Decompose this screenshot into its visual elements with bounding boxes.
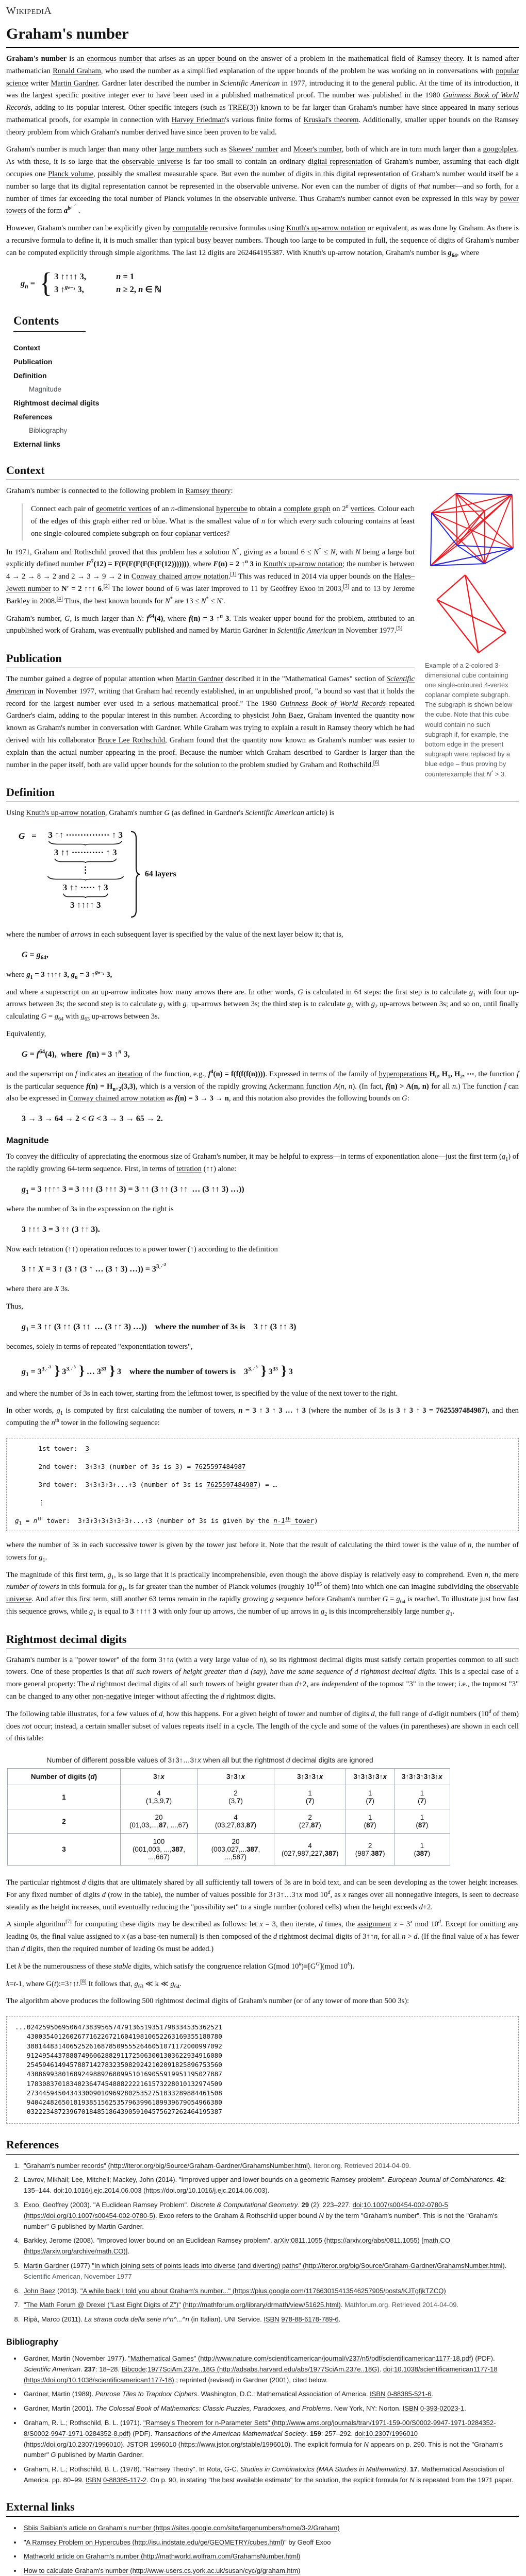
formula-lhs: $g_n$ = xyxy=(21,278,36,290)
link[interactable]: enormous number xyxy=(87,55,142,63)
link[interactable]: 7625597484987 xyxy=(194,1462,246,1470)
magnitude-paragraph-9: where the number of 3s in each successive tower is given by the tower just before it. Note that the result of calculating the third tower is the value of n, the number of towers for $g_1$. xyxy=(6,1540,519,1563)
rightmost-paragraph-3: The particular rightmost d digits that are ultimately shared by all sufficiently tall towers of 3s are in bold text, and can be seen developing as the tower height increases. For any fixed number of digits d (row in the table), the number of values possible for 3↑3↑…3↑x mod 10$^d$, as x ranges over all nonnegative integers, is seen to decrease steadily as the height increases, until eventually reducing the "possibility set" to a single number (colored cells) when the height exceeds d+2. xyxy=(6,1878,519,1911)
section-heading-rightmost: Rightmost decimal digits xyxy=(6,1633,519,1649)
link[interactable]: 10.2307/1996010 (https://doi.org/10.2307/1996010) xyxy=(24,2429,418,2448)
link[interactable]: (http://iteror.org/big/Source/Graham-Gardner/GrahamsNumber.html) xyxy=(108,2161,310,2170)
toc-item-definition: Definition xyxy=(13,371,47,380)
link[interactable]: doi xyxy=(383,2365,392,2373)
case-1-right: n = 1 xyxy=(116,271,135,281)
link[interactable]: 0811.1055 (https://arxiv.org/abs/0811.1055) xyxy=(291,2236,420,2245)
link[interactable]: Guinness Book of World Records xyxy=(280,699,386,708)
link[interactable]: hyperoperations xyxy=(379,1070,428,1078)
code-line: ⋮ xyxy=(15,1498,45,1506)
link[interactable]: [4] xyxy=(56,596,63,602)
link[interactable]: Knuth's up-arrow notation xyxy=(263,560,343,569)
link[interactable]: [5] xyxy=(396,625,403,632)
link[interactable]: Guinness Book of World Records xyxy=(6,91,519,112)
tower-layer-dots: ⋮ xyxy=(47,865,124,880)
link[interactable]: assignment xyxy=(357,1920,391,1929)
cube-figure xyxy=(425,488,519,779)
lead-paragraph-3: However, Graham's number can be explicitly given by computable recursive formulas using Knuth's up-arrow notation or equivalent, as was done by Graham. As there is a recursive formula to define it, it is much smaller than typical busy beaver numbers. Though too large to be computed in full, the sequence of digits of Graham's number can be computed explicitly through simple algorithms. The last 12 digits are 262464195387. With Knuth's up-arrow notation, Graham's number is $g_{64}$, where xyxy=(6,224,519,259)
toc-item-bibliography: Bibliography xyxy=(29,426,68,434)
link[interactable]: "In which joining sets of points leads into diverse (and diverting) paths" (http://iteror.org/big/Source/Graham-Gardner/GrahamsNumber.html) xyxy=(92,2262,505,2270)
link[interactable]: How to calculate Graham's number (http://www-users.cs.york.ac.uk/susan/cyc/g/graham.htm) xyxy=(24,2567,301,2575)
link[interactable]: "Ramsey's Theorem for n-Parameter Sets" (http://www.ams.org/journals/tran/1971-159-00/S0002-9947-1971-0284352-8/S0002-9947-1971-0284352-8.pdf) xyxy=(24,2419,496,2437)
link[interactable]: doi xyxy=(354,2429,364,2437)
link[interactable]: (http://mathforum.org/library/drmath/view/51625.html) xyxy=(183,2301,341,2309)
column-header-4: 3↑3↑3↑3↑x xyxy=(346,1769,395,1785)
link[interactable]: Conway chained arrow notation xyxy=(131,572,228,581)
link[interactable]: 7625597484987 xyxy=(206,1480,258,1488)
link[interactable]: [2] xyxy=(103,584,110,590)
link[interactable]: large numbers xyxy=(159,145,203,154)
link[interactable]: 978-88-6178-789-6 xyxy=(281,2315,339,2324)
magnitude-paragraph-3: Now each tetration (↑↑) operation reduces to a power tower (↑) according to the definition xyxy=(6,1245,278,1253)
formula-tetration-to-tower: 3 ↑↑ X = 3 ↑ (3 ↑ (3 ↑ … (3 ↑ 3) …)) = $3^{3⋰3}$ xyxy=(22,1262,166,1274)
link[interactable]: TREE(3) xyxy=(228,104,256,112)
digits-line: 91249544378887496062882911725063001303622934916080 xyxy=(15,2051,222,2059)
link[interactable]: coplanar xyxy=(175,529,201,538)
link[interactable]: [8] xyxy=(80,1978,87,1985)
link[interactable]: Hales–Jewett number xyxy=(6,572,415,593)
formula-gn-piecewise xyxy=(21,267,519,298)
link[interactable]: 1977SciAm.237e..18G (http://adsabs.harvard.edu/abs/1977SciAm.237e..18G) xyxy=(147,2365,380,2373)
formula-conway-bounds: 3 → 3 → 64 → 2 < G < 3 → 3 → 65 → 2. xyxy=(22,1114,163,1124)
link[interactable]: Sbiis Saibian's article on Graham's number (https://sites.google.com/site/largenumbers/home/3-2/Graham) xyxy=(24,2523,340,2532)
column-header-1: 3↑x xyxy=(121,1769,198,1785)
formula-g-tower xyxy=(19,830,519,919)
case-1-left: 3 ↑↑↑↑ 3, xyxy=(54,271,87,281)
link[interactable]: digital representation xyxy=(307,158,373,166)
link[interactable]: 0-88385-521-6 xyxy=(387,2390,432,2398)
table-row: 3 100 (001,003, ...,387, ...,667) 20 (003,027,...387, ...,587) 4 (027,987,227,387) 2 (987,387) 1 (387) xyxy=(8,1834,450,1866)
link[interactable]: "Graham's number records" xyxy=(24,2161,106,2170)
rightmost-paragraph-4: A simple algorithm[7] for computing these digits may be described as follows: let x = 3, then iterate, d times, the assignment $x = 3^x$ mod 10$^d$. Except for omitting any leading 0s, the final value assigned to x (as a base-ten numeral) is then composed of the d rightmost decimal digits of 3↑↑n, for all n > d. (If the final value of x has fewer than d digits, then the required number of leading 0s must be added.) xyxy=(6,1919,519,1954)
figure-caption: Example of a 2-colored 3-dimensional cube containing one single-coloured 4-vertex coplanar complete subgraph. The subgraph is shown below the cube. Note that this cube would contain no such subgraph if, for example, the bottom edge in the present subgraph were replaced by a blue edge – thus proving by counterexample that N* > 3. xyxy=(425,661,513,778)
code-line: 2nd tower: 3↑3↑3 (number of 3s is 3) = 7625597484987 xyxy=(15,1462,246,1470)
section-heading-context: Context xyxy=(6,464,519,480)
link[interactable]: power towers xyxy=(6,194,519,215)
link[interactable]: iteration xyxy=(117,1070,143,1078)
link[interactable]: [1] xyxy=(230,571,237,578)
rightmost-paragraph-7: The algorithm above produces the following 500 rightmost decimal digits of Graham's number (or of any tower of more than 500 3s): xyxy=(6,1997,409,2006)
link[interactable]: hypercube xyxy=(216,505,248,514)
context-intro: Graham's number is connected to the following problem in Ramsey theory: xyxy=(6,486,233,495)
link[interactable]: doi xyxy=(53,2187,63,2195)
link[interactable]: th xyxy=(285,1516,291,1522)
link[interactable]: n-1 xyxy=(273,1516,285,1524)
link[interactable]: [6] xyxy=(373,759,380,766)
link[interactable]: computable xyxy=(172,224,208,233)
column-header-3: 3↑3↑3↑x xyxy=(274,1769,346,1785)
link[interactable]: observable universe xyxy=(6,1583,519,1604)
link[interactable]: doi xyxy=(352,2201,362,2209)
bibliography-list xyxy=(6,2353,519,2486)
digits-line: 43086993801689249889268099510169055919951195027887 xyxy=(15,2070,222,2078)
left-brace: { xyxy=(39,267,53,298)
external-link-item xyxy=(22,2566,519,2576)
link[interactable]: googolplex xyxy=(483,145,517,154)
bibliography-item: • Gardner, Martin (2001). The Colossal Book of Mathematics: Classic Puzzles, Paradoxes, and Problems. New York, NY: Norton. ISBN 0-393-02023-1. xyxy=(22,2403,519,2414)
magnitude-paragraph-10: The magnitude of this first term, $g_1$, is so large that it is practically incomprehensible, even though the above display is relatively easy to comprehend. Even n, the mere number of towers in this formula for $g_1$, is far greater than the number of Planck volumes (roughly $10^{185}$ of them) into which one can imagine subdividing the observable universe. And after this first term, still another 63 terms remain in the rapidly growing g sequence before Graham's number $G = g_{64}$ is reached. To illustrate just how fast this sequence grows, while $g_1$ is equal to 3 ↑↑↑↑ 3 with only four up arrows, the number of up arrows in $g_2$ is this incomprehensibly large number $g_1$. xyxy=(6,1570,519,1617)
formula-3-triple-arrow: 3 ↑↑↑ 3 = 3 ↑↑ (3 ↑↑ 3). xyxy=(22,1225,100,1234)
bibliography-item: • Graham, R. L.; Rothschild, B. L. (1971). "Ramsey's Theorem for n-Parameter Sets" (http://www.ams.org/journals/tran/1971-159-00/S0002-9947-1971-0284352-8/S0002-9947-1971-0284352-8.pdf) (PDF). Transactions of the American Mathematical Society. 159: 257–292. doi:10.2307/1996010 (https://doi.org/10.2307/1996010). JSTOR 1996010 (https://www.jstor.org/stable/1996010). The explicit formula for N appears on p. 290. This is not the "Graham's number" G published by Martin Gardner. xyxy=(22,2418,519,2461)
link[interactable]: Ronald Graham xyxy=(53,66,101,75)
link[interactable]: Kruskal's theorem xyxy=(303,115,359,124)
case-2-left: 3 ↑$^{g_{n-1}}$ 3, xyxy=(54,284,84,294)
definition-intro: Using Knuth's up-arrow notation, Graham's number G (as defined in Gardner's Scientific American article) is xyxy=(6,809,335,818)
external-link-item xyxy=(22,2551,519,2562)
reference-item: 7. "The Math Forum @ Drexel ("Last Eight Digits of Z")" (http://mathforum.org/library/drmath/view/51625.html). Mathforum.org. Retrieved 2014-04-09. xyxy=(22,2300,519,2311)
digits-line: 17830837018340236474548882222161573228010132974509 xyxy=(15,2079,222,2088)
tower-layer-3: 3 ↑↑ ····· ↑ 3 xyxy=(63,883,108,898)
rightmost-digits-table xyxy=(7,1768,450,1866)
link[interactable]: ISBN xyxy=(264,2315,280,2324)
digits-line: 43003540126026771622672160419810652263169355188780 xyxy=(15,2032,222,2041)
external-link-item xyxy=(22,2523,519,2534)
link[interactable]: [3] xyxy=(343,584,350,590)
link[interactable]: Knuth's up-arrow notation xyxy=(26,809,105,818)
publication-paragraph: The number gained a degree of popular attention when Martin Gardner described it in the "Mathematical Games" section of Scientific American in November 1977, writing that Graham had recently established, in an unpublished proof, "a bound so vast that it holds the record for the largest number ever used in a serious mathematical proof." The 1980 Guinness Book of World Records repeated Gardner's claim, adding to the popular interest in this number. According to physicist John Baez, Graham invented the quantity now known as Graham's number in conversation with Gardner. While Graham was trying to explain a result in Ramsey theory which he had derived with his collaborator Bruce Lee Rothschild, Graham found that the quantity now known as Graham's number was easier to explain than the actual number appearing in the proof. Because the number which Graham described to Gardner is larger than the number in the paper itself, both are valid upper bounds for the solution to the problem studied by Graham and Rothschild.[6] xyxy=(6,675,415,769)
link[interactable]: 10.1038/scientificamerican1177-18 (https://doi.org/10.1038/scientificamerican1177-18) xyxy=(24,2365,498,2384)
tower-lhs: G = xyxy=(19,831,37,841)
section-heading-bibliography: Bibliography xyxy=(6,2337,58,2347)
digits-line: 94042482650181938515625357963996189939679054966380 xyxy=(15,2098,222,2107)
formula-f64: $G = f^{64}(4)$, where f(n) = 3 ↑$^n$ 3, xyxy=(22,1048,130,1059)
digits-line: 38814483140652526168785095552646051071172000997092 xyxy=(15,2042,222,2050)
link[interactable]: Conway chained arrow notation xyxy=(68,1094,165,1103)
section-heading-definition: Definition xyxy=(6,786,519,802)
link[interactable]: JSTOR xyxy=(126,2440,149,2448)
lead-paragraph-1: Graham's number is an enormous number that arises as an upper bound on the answer of a problem in the mathematical field of Ramsey theory. It is named after mathematician Ronald Graham, who used the number as a simplified explanation of the upper bounds of the problem he was working on in conversations with popular science writer Martin Gardner. Gardner later described the number in Scientific American in 1977, introducing it to the general public. At the time of its introduction, it was the largest specific positive integer ever to have been used in a published mathematical proof. The number was published in the 1980 Guinness Book of World Records, adding to its popular interest. Other specific integers (such as TREE(3)) known to be far larger than Graham's number have since appeared in many serious mathematical proofs, for example in connection with Harvey Friedman's various finite forms of Kruskal's theorem. Additionally, smaller upper bounds on the Ramsey theory problem from which Graham's number derived have since been proven to be valid. xyxy=(6,55,519,137)
formula-g1-expanded: $g_1 = 3$ ↑↑ (3 ↑↑ (3 ↑↑ … (3 ↑↑ 3) …)) where the number of 3s is 3 ↑↑ (3 ↑↑ 3) xyxy=(22,1322,297,1333)
bibliography-item: • Graham, R. L.; Rothschild, B. L. (1978). "Ramsey Theory". In Rota, G-C. Studies in Combinatorics (MAA Studies in Mathematics). 17. Mathematical Association of America. pp. 80–99. ISBN 0-88385-117-2. On p. 90, in stating "the best available estimate" for the solution, the explicit formula for N is repeated from the 1971 paper. xyxy=(22,2464,519,2486)
section-heading-magnitude: Magnitude xyxy=(6,1136,49,1146)
toc-item-publication: Publication xyxy=(13,357,53,366)
link[interactable]: Mathworld article on Graham's number (http://mathworld.wolfram.com/GrahamsNumber.html) xyxy=(24,2552,301,2561)
link[interactable]: busy beaver xyxy=(196,236,234,245)
tower-label: 64 layers xyxy=(144,870,176,879)
link[interactable]: non-negative xyxy=(92,1692,132,1701)
link[interactable]: 3 xyxy=(175,1462,179,1470)
external-link-item: • "A Ramsey Problem on Hypercubes (http://isu.indstate.edu/ge/GEOMETRY/cubes.html)" by Geoff Exoo xyxy=(22,2537,519,2548)
digits-line: ...02425950695064738395657479136519351798334535362521 xyxy=(15,2023,222,2031)
magnitude-paragraph-7: and where the number of 3s in each tower, starting from the leftmost tower, is specified by the value of the next tower to the right. xyxy=(6,1389,398,1398)
formula-g-equals-g64: $G = g_{64}$, xyxy=(22,950,48,961)
magnitude-paragraph-2: where the number of 3s in the expression on the right is xyxy=(6,1205,174,1213)
digits-line: 27344594504343300901096928025352751833289884461508 xyxy=(15,2089,222,2097)
link[interactable]: 0-393-02023-1 xyxy=(420,2404,465,2413)
reference-item: 8. Ripà, Marco (2011). La strana coda della serie n^n^...^n (in Italian). UNI Service. ISBN 978-88-6178-789-6. xyxy=(22,2314,519,2325)
formula-exponentiation-towers: $g_1 = 3^{3⋰3}$ } $3^{3⋰3}$ } … $3^{33}$ } 3 where the number of towers is $3^{3⋰3}$ } $3^{33}$ } 3 xyxy=(22,1362,293,1378)
reference-item: 1. "Graham's number records" (http://iteror.org/big/Source/Graham-Gardner/GrahamsNumber.html). Iteror.org. Retrieved 2014-04-09. xyxy=(22,2161,519,2172)
column-header-digits: Number of digits (d) xyxy=(8,1769,121,1785)
toc-item-magnitude: Magnitude xyxy=(29,385,62,393)
link[interactable]: 10.1016/j.ejc.2014.06.003 (https://doi.org/10.1016/j.ejc.2014.06.003) xyxy=(64,2187,268,2195)
link[interactable]: observable universe xyxy=(122,158,183,166)
right-brace xyxy=(129,830,141,919)
table-of-contents xyxy=(13,314,519,448)
toc-title: Contents xyxy=(13,314,86,332)
rightmost-paragraph-6: k=t-1, where G(t):=3↑↑t.[8] It follows that, $g_{63}$ ≪ k ≪ $g_{64}$. xyxy=(6,1978,182,1990)
definition-iteration: and the superscript on f indicates an iteration of the function, e.g., $f^4(n) = f(f(f(f(n))))$. Expressed in terms of the family of hyperoperations $H_0$, $H_1$, $H_2$, ⋯, the function f is the particular sequence $f(n) = H_{n+2}(3,3)$, which is a version of the rapidly growing Ackermann function A(n, n). (In fact, f(n) > A(n, n) for all n.) The function f can also be expressed in Conway chained arrow notation as f(n) = 3 → 3 → n, and this notation also provides the following bounds on G: xyxy=(6,1069,519,1103)
context-paragraph-2: In 1971, Graham and Rothschild proved that this problem has a solution N*, giving as a bound 6 ≤ N* ≤ N, with N being a large but explicitly defined number $F^7(12) = F(F(F(F(F(F(F(12)))))))$, where F(n) = 2 ↑$^n$ 3 in Knuth's up-arrow notation; the number is between 4 → 2 → 8 → 2 and 2 → 3 → 9 → 2 in Conway chained arrow notation.[1] This was reduced in 2014 via upper bounds on the Hales–Jewett number to N′ = 2 ↑↑↑ 6.[2] The lower bound of 6 was later improved to 11 by Geoffrey Exoo in 2003,[3] and to 13 by Jerome Barkley in 2008.[4] Thus, the best known bounds for N* are 13 ≤ N* ≤ N′. xyxy=(6,547,415,605)
link[interactable]: upper bound xyxy=(197,55,236,63)
magnitude-paragraph-1: To convey the difficulty of appreciating the enormous size of Graham's number, it may be helpful to express—in terms of exponentiation alone—just the first term $(g_1)$ of the rapidly growing 64-term sequence. First, in terms of tetration (↑↑) alone: xyxy=(6,1153,519,1173)
reference-item: 2. Lavrov, Mikhail; Lee, Mitchell; Mackey, John (2014). "Improved upper and lower bounds on a geometric Ramsey problem". European Journal of Combinatorics. 42: 135–144. doi:10.1016/j.ejc.2014.06.003 (https://doi.org/10.1016/j.ejc.2014.06.003). xyxy=(22,2175,519,2196)
page-title: Graham's number xyxy=(6,25,519,48)
external-links-list xyxy=(6,2523,519,2576)
tower-sequence-code xyxy=(6,1438,519,1531)
context-paragraph-3: Graham's number, G, is much larger than N: $f^{64}(4)$, where f(n) = 3 ↑$^n$ 3. This weaker upper bound for the problem, attributed to an unpublished work of Graham, was eventually published and named by Martin Gardner in Scientific American in November 1977.[5] xyxy=(6,613,415,635)
link[interactable]: Bruce Lee Rothschild xyxy=(97,736,166,744)
link[interactable]: 0-88385-117-2 xyxy=(103,2476,147,2484)
rightmost-paragraph-5: Let k be the numerousness of these stable digits, which satisfy the congruence relation G(mod $10^k)\equiv[G^G](mod$ 10$^k$). xyxy=(6,1961,354,1971)
reference-item: 6. John Baez (2013). "A while back I told you about Graham's number..." (https://plus.google.com/117663015413546257905/posts/KJTgfjkTZCQ) xyxy=(22,2286,519,2297)
link[interactable]: 1996010 (https://www.jstor.org/stable/1996010) xyxy=(150,2440,291,2448)
bibliography-item: • Gardner, Martin (1989). Penrose Tiles to Trapdoor Ciphers. Washington, D.C.: Mathematical Association of America. ISBN 0-88385-521-6. xyxy=(22,2389,519,2400)
link[interactable]: Scientific American xyxy=(277,626,336,635)
definition-equivalently: Equivalently, xyxy=(6,1030,46,1039)
table-row: 1 4 (1,3,9,7) 2 (3,7) 1 (7) 1 (7) 1 (7) xyxy=(8,1785,450,1809)
link[interactable]: "The Math Forum @ Drexel ("Last Eight Digits of Z")" xyxy=(24,2301,181,2309)
quote-text: Connect each pair of geometric vertices of an n-dimensional hypercube to obtain a complete graph on 2$^n$ vertices. Colour each of the edges of this graph either red or blue. What is the smallest value of n for which every such colouring contains at least one single-coloured complete subgraph on four coplanar vertices? xyxy=(31,504,415,538)
column-header-5: 3↑3↑3↑3↑3↑x xyxy=(394,1769,450,1785)
column-header-2: 3↑3↑x xyxy=(198,1769,274,1785)
code-line: $g_1 = n^{th}$ tower: 3↑3↑3↑3↑3↑3↑3↑...↑3 (number of 3s is given by the n-1th tower) xyxy=(15,1516,318,1527)
colored-cube-graph-image xyxy=(425,488,517,570)
link[interactable]: "Mathematical Games" (http://www.nature.com/scientificamerican/journal/v237/n5/pdf/scientificamerican1177-18.pdf) xyxy=(128,2354,473,2363)
magnitude-paragraph-8: In other words, $g_1$ is computed by first calculating the number of towers, n = 3 ↑ 3 ↑ 3 … ↑ 3 (where the number of 3s is 3 ↑ 3 ↑ 3 = 7625597484987), and then computing the $n^{th}$ tower in the following sequence: xyxy=(6,1406,519,1428)
lead-paragraph-2: Graham's number is much larger than many other large numbers such as Skewes' number and Moser's number, both of which are in turn much larger than a googolplex. As with these, it is so large that the observable universe is far too small to contain an ordinary digital representation of Graham's number, assuming that each digit occupies one Planck volume, possibly the smallest measurable space. But even the number of digits in this digital representation of Graham's number would itself be a number so large that its digital representation cannot be represented in the observable universe. Nor even can the number of digits of that number—and so forth, for a number of times far exceeding the total number of Planck volumes in the observable universe. Thus Graham's number cannot even be expressed in this way by power towers of the form $a^{bc⋰}$ . xyxy=(6,145,519,215)
toc-item-context: Context xyxy=(13,343,41,352)
link[interactable]: Moser's number xyxy=(293,145,342,154)
link[interactable]: ISBN xyxy=(402,2404,419,2413)
tower-layer-1: 3 ↑↑ ··············· ↑ 3 xyxy=(48,830,123,845)
magnitude-paragraph-5: Thus, xyxy=(6,1302,23,1311)
link[interactable]: Harvey Friedman xyxy=(171,115,225,124)
definition-where: where $g_1 = 3$ ↑↑↑↑ 3, $g_n = 3$ ↑$^{g_{n-1}}$ 3, xyxy=(6,970,112,980)
definition-after-tower: where the number of arrows in each subsequent layer is specified by the value of the next layer below it; that is, xyxy=(6,930,343,939)
section-heading-references: References xyxy=(6,2138,519,2155)
link[interactable]: Planck volume xyxy=(48,170,94,179)
section-heading-external-links: External links xyxy=(6,2500,519,2517)
formula-g1-tetration: $g_1 = 3$ ↑↑↑↑ 3 = 3 ↑↑↑ (3 ↑↑↑ 3) = 3 ↑↑ (3 ↑↑ (3 ↑↑ … (3 ↑↑ 3) …)) xyxy=(22,1184,244,1195)
link[interactable]: Knuth's up-arrow notation xyxy=(286,224,366,233)
rightmost-table-wrap xyxy=(6,1756,519,1866)
references-list xyxy=(6,2161,519,2325)
toc-item-references: References xyxy=(13,412,53,421)
link[interactable]: John Baez xyxy=(271,711,304,720)
link[interactable]: 3 xyxy=(85,1444,90,1452)
coplanar-subgraph-image xyxy=(433,572,511,655)
link[interactable]: Ackermann function xyxy=(269,1082,332,1091)
link[interactable]: Martin Gardner xyxy=(24,2262,69,2270)
link[interactable]: math.CO (https://arxiv.org/archive/math.CO) xyxy=(24,2236,451,2256)
reference-item: 5. Martin Gardner (1977) "In which joining sets of points leads into diverse (and diverting) paths" (http://iteror.org/big/Source/Graham-Gardner/GrahamsNumber.html). Scientific American, November 1977 xyxy=(22,2261,519,2282)
link[interactable]: Martin Gardner xyxy=(51,79,98,88)
tower-layer-4: 3 ↑↑↑↑ 3 xyxy=(70,900,101,910)
link[interactable]: geometric vertices xyxy=(96,505,152,514)
reference-item: 3. Exoo, Geoffrey (2003). "A Euclidean Ramsey Problem". Discrete & Computational Geometry. 29 (2): 223–227. doi:10.1007/s00454-002-0780-5 (https://doi.org/10.1007/s00454-002-0780-5). Exoo refers to the Graham & Rothschild upper bound N by the term "Graham's number". This is not the "Graham's number" G published by Martin Gardner. xyxy=(22,2200,519,2232)
toc-item-external-links: External links xyxy=(13,439,61,448)
bibliography-item: • Gardner, Martin (November 1977). "Mathematical Games" (http://www.nature.com/scientificamerican/journal/v237/n5/pdf/scientificamerican1177-18.pdf) (PDF). Scientific American. 237: 18–28. Bibcode:1977SciAm.237e..18G (http://adsabs.harvard.edu/abs/1977SciAm.237e..18G). doi:10.1038/scientificamerican1177-18 (https://doi.org/10.1038/scientificamerican1177-18).; reprinted (revised) in Gardner (2001), cited below. xyxy=(22,2353,519,2385)
magnitude-paragraph-6: becomes, solely in terms of repeated "exponentiation towers", xyxy=(6,1342,193,1351)
digits-line: 25459461494578871427832350829242102091825896753560 xyxy=(15,2061,222,2069)
toc-item-rightmost: Rightmost decimal digits xyxy=(13,398,100,407)
link[interactable]: tower xyxy=(290,1516,315,1524)
link[interactable]: Ramsey theory xyxy=(417,55,463,63)
magnitude-paragraph-4: where there are X 3s. xyxy=(6,1285,70,1294)
reference-item: 4. Barkley, Jerome (2008). "Improved lower bound on an Euclidean Ramsey problem". arXiv:0811.1055 (https://arxiv.org/abs/0811.1055) [math.CO (https://arxiv.org/archive/math.CO)]. xyxy=(22,2235,519,2257)
link[interactable]: 10.1007/s00454-002-0780-5 (https://doi.org/10.1007/s00454-002-0780-5) xyxy=(24,2201,448,2219)
link[interactable]: arXiv xyxy=(274,2236,289,2245)
link[interactable]: tetration xyxy=(176,1164,202,1173)
link[interactable]: complete graph xyxy=(284,505,331,514)
link[interactable]: Ramsey theory xyxy=(185,486,231,495)
rightmost-paragraph-1: Graham's number is a "power tower" of the form 3↑↑n (with a very large value of n), so its rightmost decimal digits must satisfy certain properties common to all such towers. One of these properties is that all such towers of height greater than d (say), have the same sequence of d rightmost decimal digits. This is a special case of a more general property: The d rightmost decimal digits of all such towers of height greater than d+2, are independent of the topmost "3" in the tower; i.e., the topmost "3" can be changed to any other non-negative integer without affecting the d rightmost digits. xyxy=(6,1655,519,1701)
tower-layer-2: 3 ↑↑ ··········· ↑ 3 xyxy=(54,848,117,863)
link[interactable]: A Ramsey Problem on Hypercubes (http://isu.indstate.edu/ge/GEOMETRY/cubes.html) xyxy=(26,2538,285,2546)
case-2-right: n ≥ 2, n ∈ ℕ xyxy=(116,284,162,294)
definition-steps: and where a superscript on an up-arrow indicates how many arrows there are. In other words, G is calculated in 64 steps: the first step is to calculate $g_1$ with four up-arrows between 3s; the second step is to calculate $g_2$ with $g_1$ up-arrows between 3s; the third step is to calculate $g_3$ with $g_2$ up-arrows between 3s; and so on, until finally calculating $G = g_{64}$ with $g_{63}$ up-arrows between 3s. xyxy=(6,988,519,1023)
digits-line: 03222348723967018485186439059104575627262464195387 xyxy=(15,2108,222,2116)
link[interactable]: vertices xyxy=(350,505,374,514)
wikipedia-logo: WikipediA xyxy=(6,5,52,16)
code-line: 1st tower: 3 xyxy=(15,1444,90,1452)
link[interactable]: Skewes' number xyxy=(228,145,278,154)
table-row: 2 20 (01,03,...,87, ...,67) 4 (03,27,83,87) 2 (27,87) 1 (87) 1 (87) xyxy=(8,1809,450,1834)
link[interactable]: John Baez xyxy=(24,2286,56,2295)
link[interactable]: popular science xyxy=(6,66,519,88)
code-line: 3rd tower: 3↑3↑3↑3↑...↑3 (number of 3s is 7625597484987) = … xyxy=(15,1480,277,1488)
link[interactable]: ISBN xyxy=(370,2390,386,2398)
link[interactable]: [7] xyxy=(65,1919,72,1925)
link[interactable]: ISBN xyxy=(85,2476,102,2484)
link[interactable]: Bibcode xyxy=(121,2365,146,2373)
link[interactable]: Scientific American xyxy=(6,675,415,696)
link[interactable]: Martin Gardner xyxy=(175,675,223,684)
link[interactable]: "A while back I told you about Graham's number..." (https://plus.google.com/117663015413546257905/posts/KJTgfjkTZCQ) xyxy=(80,2286,446,2295)
rightmost-paragraph-2: The following table illustrates, for a few values of d, how this happens. For a given height of tower and number of digits d, the full range of d-digit numbers (10$^d$ of them) does not occur; instead, a certain smaller subset of values repeats itself in a cycle. The length of the cycle and some of the values (in parentheses) are shown in each cell of this table: xyxy=(6,1708,519,1743)
rightmost-500-digits xyxy=(6,2016,519,2124)
table-caption: Number of different possible values of 3↑3↑…3↑x when all but the rightmost d decimal digits are ignored xyxy=(46,1756,373,1765)
section-heading-publication: Publication xyxy=(6,652,415,668)
